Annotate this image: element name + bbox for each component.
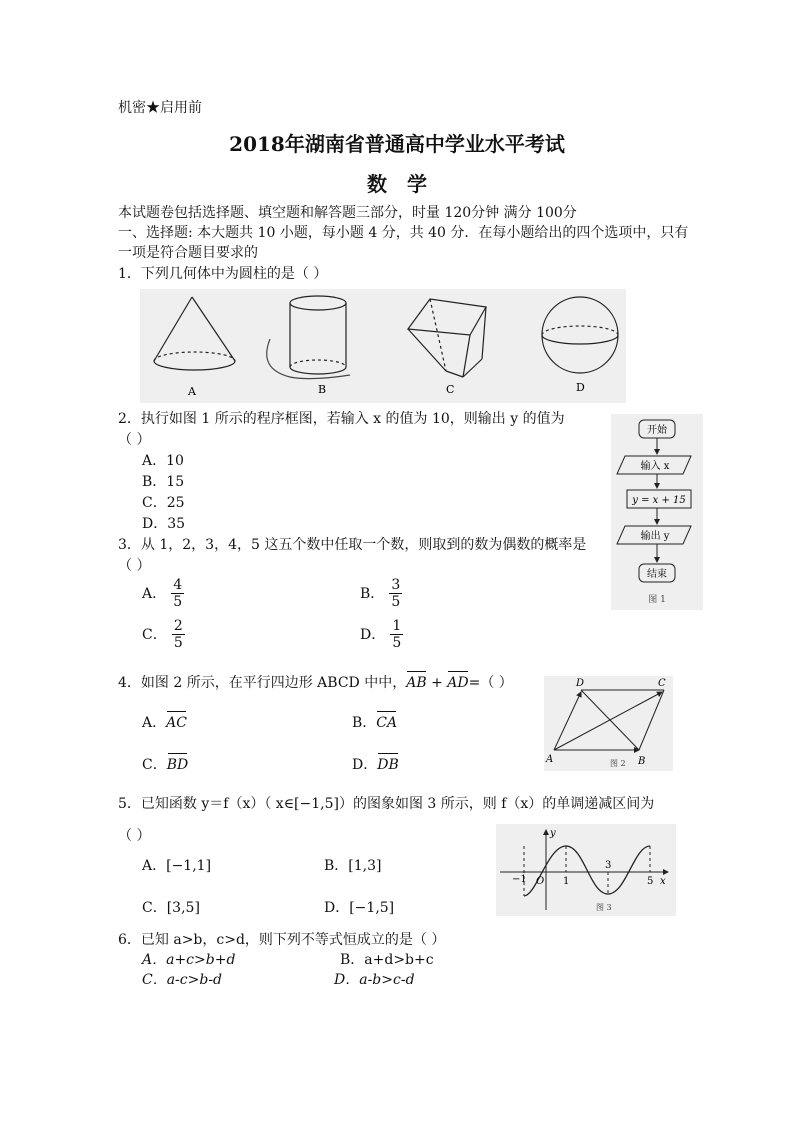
q3-option-c [142, 618, 185, 651]
flow-process-text: y = x + 15 [632, 495, 686, 506]
q1-solids-figure [140, 289, 626, 403]
flow-end-text: 结束 [647, 569, 667, 580]
q4-stem-prefix: 4．如图 2 所示，在平行四边形 ABCD 中中， [118, 675, 407, 691]
graph-x-label: x [660, 876, 666, 887]
graph-tick-5: 5 [647, 876, 654, 887]
q2-option-c: C．25 [142, 495, 185, 511]
graph-tick-neg1: −1 [512, 874, 527, 885]
q2-paren: （ ） [118, 432, 151, 448]
q3-option-c-label: C． [142, 627, 167, 643]
q6-option-a: A．a+c>b+d [142, 952, 236, 968]
q4-option-c-vector: BD [166, 757, 189, 773]
fraction-denominator: 5 [173, 635, 183, 651]
graph-tick-1: 1 [563, 876, 570, 887]
flow-start-text: 开始 [647, 425, 667, 436]
q2-option-a: A．10 [142, 453, 184, 469]
q3-paren: （ ） [118, 558, 151, 574]
exam-title: 2018年湖南省普通高中学业水平考试 [229, 132, 565, 156]
q3-stem: 3．从 1，2，3，4，5 这五个数中任取一个数，则取到的数为偶数的概率是 [118, 537, 587, 553]
q4-option-d-vector: DB [377, 757, 399, 773]
intro-line-2: 一、选择题: 本大题共 10 小题，每小题 4 分，共 40 分．在每小题给出的四个选项中，只有 [118, 225, 689, 241]
q4-stem-suffix: =（ ） [468, 675, 513, 691]
q2-stem: 2．执行如图 1 所示的程序框图，若输入 x 的值为 10，则输出 y 的值为 [118, 411, 565, 427]
q2-option-d: D．35 [142, 516, 186, 532]
q4-option-c-label: C． [142, 757, 167, 773]
q3-option-c-fraction [172, 618, 185, 651]
q5-stem: 5．已知函数 y＝f（x）（ x∈[−1,5]）的图象如图 3 所示，则 f（x）的单调递减区间为 [118, 796, 655, 812]
q3-option-a-label: A． [142, 586, 167, 602]
q6-option-b: B．a+d>b+c [340, 952, 434, 968]
graph-y-label: y [550, 828, 556, 839]
q4-stem [118, 673, 513, 693]
graph-origin-label: O [536, 876, 545, 887]
q1-label-d: D [576, 381, 585, 394]
graph-tick-3: 3 [605, 860, 612, 871]
flow-caption: 图 1 [648, 595, 666, 605]
q1-label-b: B [318, 383, 327, 396]
secret-label: 机密★启用前 [118, 100, 202, 116]
point-b-label: B [638, 756, 646, 767]
q3-option-b-label: B． [360, 586, 385, 602]
prism-shape [408, 299, 486, 377]
q6-option-d: D．a-b>c-d [334, 972, 415, 988]
q4-option-d [352, 755, 399, 775]
function-curve [524, 846, 650, 896]
point-c-label: C [658, 678, 666, 689]
q5-function-graph-figure [496, 824, 676, 916]
q4-plus: + [431, 675, 443, 691]
q5-paren: （ ） [118, 828, 151, 844]
q3-option-d-label: D． [360, 627, 386, 643]
q1-label-a: A [188, 385, 196, 398]
q3-option-b [360, 577, 402, 610]
flow-input-text: 输入 x [640, 461, 670, 472]
q4-figure-caption: 图 2 [610, 759, 626, 768]
q4-option-a [142, 713, 187, 733]
cylinder-shape [267, 296, 350, 379]
fraction-numerator: 4 [173, 577, 183, 593]
q5-option-d: D．[−1,5] [324, 900, 395, 916]
fraction-numerator: 3 [391, 577, 401, 593]
q2-option-b: B．15 [142, 474, 185, 490]
sphere-shape [542, 297, 618, 373]
q1-label-c: C [446, 383, 455, 396]
point-d-label: D [576, 678, 585, 689]
fraction-denominator: 5 [392, 635, 402, 651]
q1-stem: 1．下列几何体中为圆柱的是（ ） [118, 266, 328, 282]
q4-vector-ad: AD [447, 675, 469, 691]
q3-option-b-fraction [389, 577, 402, 610]
q4-parallelogram-figure [544, 676, 673, 771]
flow-output-text: 输出 y [640, 531, 670, 542]
intro-line-3: 一项是符合题目要求的 [118, 245, 258, 261]
q5-figure-caption: 图 3 [596, 903, 612, 912]
cone-shape [154, 297, 235, 370]
q2-flowchart-figure [611, 414, 703, 610]
subject-title: 数学 [367, 172, 447, 196]
q5-option-a: A．[−1,1] [142, 858, 212, 874]
q4-option-b [352, 713, 397, 733]
intro-line-1: 本试题卷包括选择题、填空题和解答题三部分，时量 120分钟 满分 100分 [118, 205, 577, 221]
fraction-numerator: 2 [173, 618, 183, 634]
q4-option-c [142, 755, 188, 775]
q4-vector-ab: AB [406, 675, 427, 691]
q3-option-d [360, 618, 403, 651]
q4-option-b-vector: CA [376, 715, 398, 731]
q5-option-c: C．[3,5] [142, 900, 200, 916]
q3-option-a [142, 577, 184, 610]
fraction-denominator: 5 [173, 594, 183, 610]
q3-option-a-fraction [171, 577, 184, 610]
q4-option-a-label: A． [142, 715, 167, 731]
q4-option-a-vector: AC [166, 715, 187, 731]
fraction-numerator: 1 [392, 618, 402, 634]
q4-option-d-label: D． [352, 757, 378, 773]
q6-option-c: C．a-c>b-d [142, 972, 223, 988]
point-a-label: A [546, 754, 554, 765]
q6-stem: 6．已知 a>b，c>d，则下列不等式恒成立的是（ ） [118, 932, 446, 948]
q4-option-b-label: B． [352, 715, 377, 731]
q3-option-d-fraction [390, 618, 403, 651]
fraction-denominator: 5 [391, 594, 401, 610]
q5-option-b: B．[1,3] [324, 858, 382, 874]
